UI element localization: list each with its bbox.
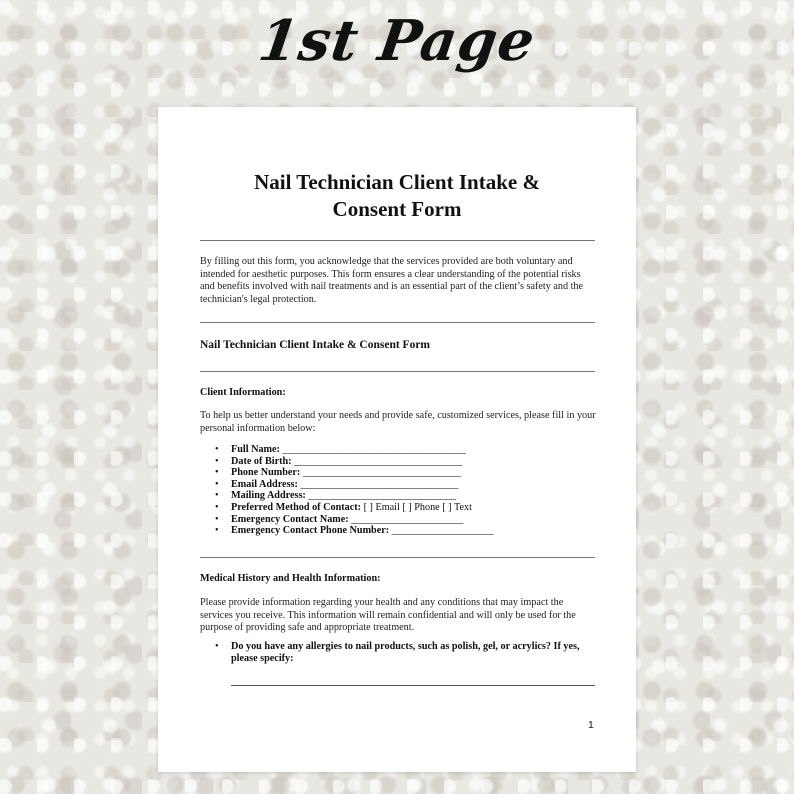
allergy-question: • Do you have any allergies to nail products, such as polish, gel, or acrylics? If yes, please specify: bbox=[215, 641, 595, 664]
medical-intro: Please provide information regarding your health and any conditions that may impact the services you receive. This information will remain confidential and will only be used for the purpose of providing safe and appropriate treatment. bbox=[200, 597, 576, 634]
document-title-line1: Nail Technician Client Intake & bbox=[254, 170, 540, 194]
field-phone-number[interactable]: • Phone Number: _______________________________ bbox=[215, 467, 494, 479]
divider bbox=[200, 240, 595, 241]
banner-title: 1st Page bbox=[254, 8, 540, 74]
client-info-heading: Client Information: bbox=[200, 387, 286, 398]
allergy-answer-line[interactable] bbox=[231, 685, 595, 686]
document-title-line2: Consent Form bbox=[332, 197, 462, 221]
field-email-address[interactable]: • Email Address: _______________________________ bbox=[215, 479, 494, 491]
section-title: Nail Technician Client Intake & Consent Form bbox=[200, 339, 431, 351]
divider bbox=[200, 322, 595, 323]
field-full-name[interactable]: • Full Name: ____________________________________ bbox=[215, 444, 494, 456]
field-preferred-contact[interactable]: • Preferred Method of Contact: [ ] Email [ ] Phone [ ] Text bbox=[215, 502, 494, 514]
document-title bbox=[158, 169, 636, 223]
medical-heading: Medical History and Health Information: bbox=[200, 573, 381, 584]
field-date-of-birth[interactable]: • Date of Birth: _________________________________ bbox=[215, 456, 494, 468]
document-page bbox=[158, 107, 636, 772]
divider bbox=[200, 371, 595, 372]
client-info-intro: To help us better understand your needs and provide safe, customized services, please fill in your personal information below: bbox=[200, 410, 596, 434]
field-emergency-contact-phone[interactable]: • Emergency Contact Phone Number: ____________________ bbox=[215, 525, 494, 537]
client-info-fields bbox=[215, 444, 494, 537]
field-mailing-address[interactable]: • Mailing Address: _____________________________ bbox=[215, 490, 494, 502]
field-emergency-contact-name[interactable]: • Emergency Contact Name: ______________________ bbox=[215, 514, 494, 526]
page-number: 1 bbox=[588, 719, 594, 731]
divider bbox=[200, 557, 595, 558]
intro-paragraph: By filling out this form, you acknowledge that the services provided are both voluntary and intended for aesthetic purposes. This form ensures a clear understanding of the potential risks and benefits involved with nail treatments and is an essential part of the client’s safety and the technician's legal protection. bbox=[200, 256, 584, 305]
